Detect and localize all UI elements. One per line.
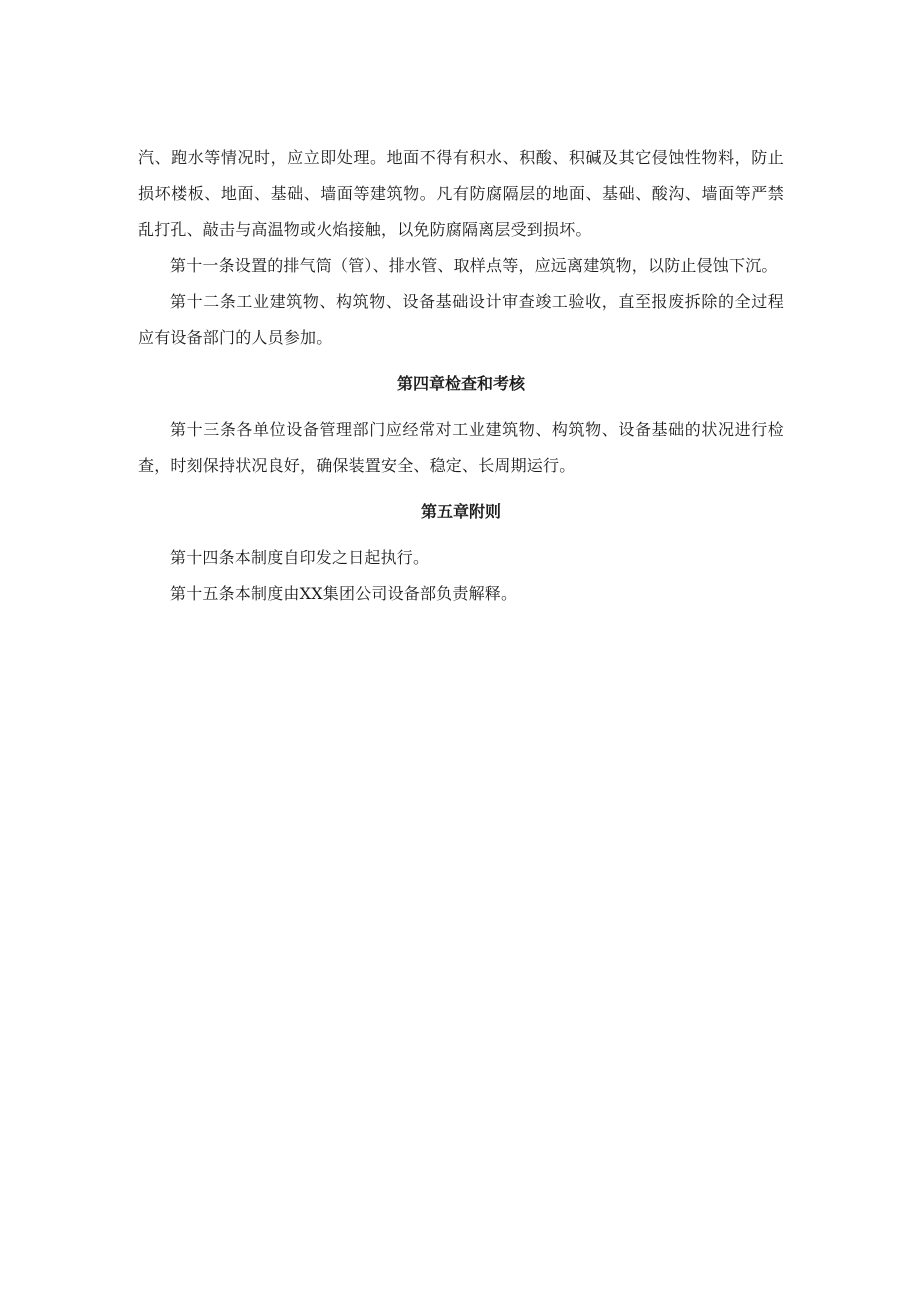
- article-14: 第十四条本制度自印发之日起执行。: [170, 548, 430, 567]
- chapter-4-title: 第四章检查和考核: [396, 374, 525, 393]
- article-12: 第十二条工业建筑物、构筑物、设备基础设计审查竣工验收，直至报废拆除的全过程应有设备部门的人员参加。: [138, 292, 784, 347]
- paragraph-continued: 汽、跑水等情况时，应立即处理。地面不得有积水、积酸、积碱及其它侵蚀性物料，防止损坏楼板、地面、基础、墙面等建筑物。凡有防腐隔层的地面、基础、酸沟、墙面等严禁乱打孔、敲击与高温物或火焰接触，以免防腐隔离层受到损坏。: [138, 148, 784, 239]
- document-body: [138, 140, 784, 612]
- article-15: 第十五条本制度由XX集团公司设备部负责解释。: [170, 584, 518, 603]
- article-13: 第十三条各单位设备管理部门应经常对工业建筑物、构筑物、设备基础的状况进行检查，时刻保持状况良好，确保装置安全、稳定、长周期运行。: [138, 420, 784, 475]
- chapter-5-title: 第五章附则: [420, 502, 501, 521]
- article-11: 第十一条设置的排气筒（管）、排水管、取样点等，应远离建筑物，以防止侵蚀下沉。: [170, 256, 778, 275]
